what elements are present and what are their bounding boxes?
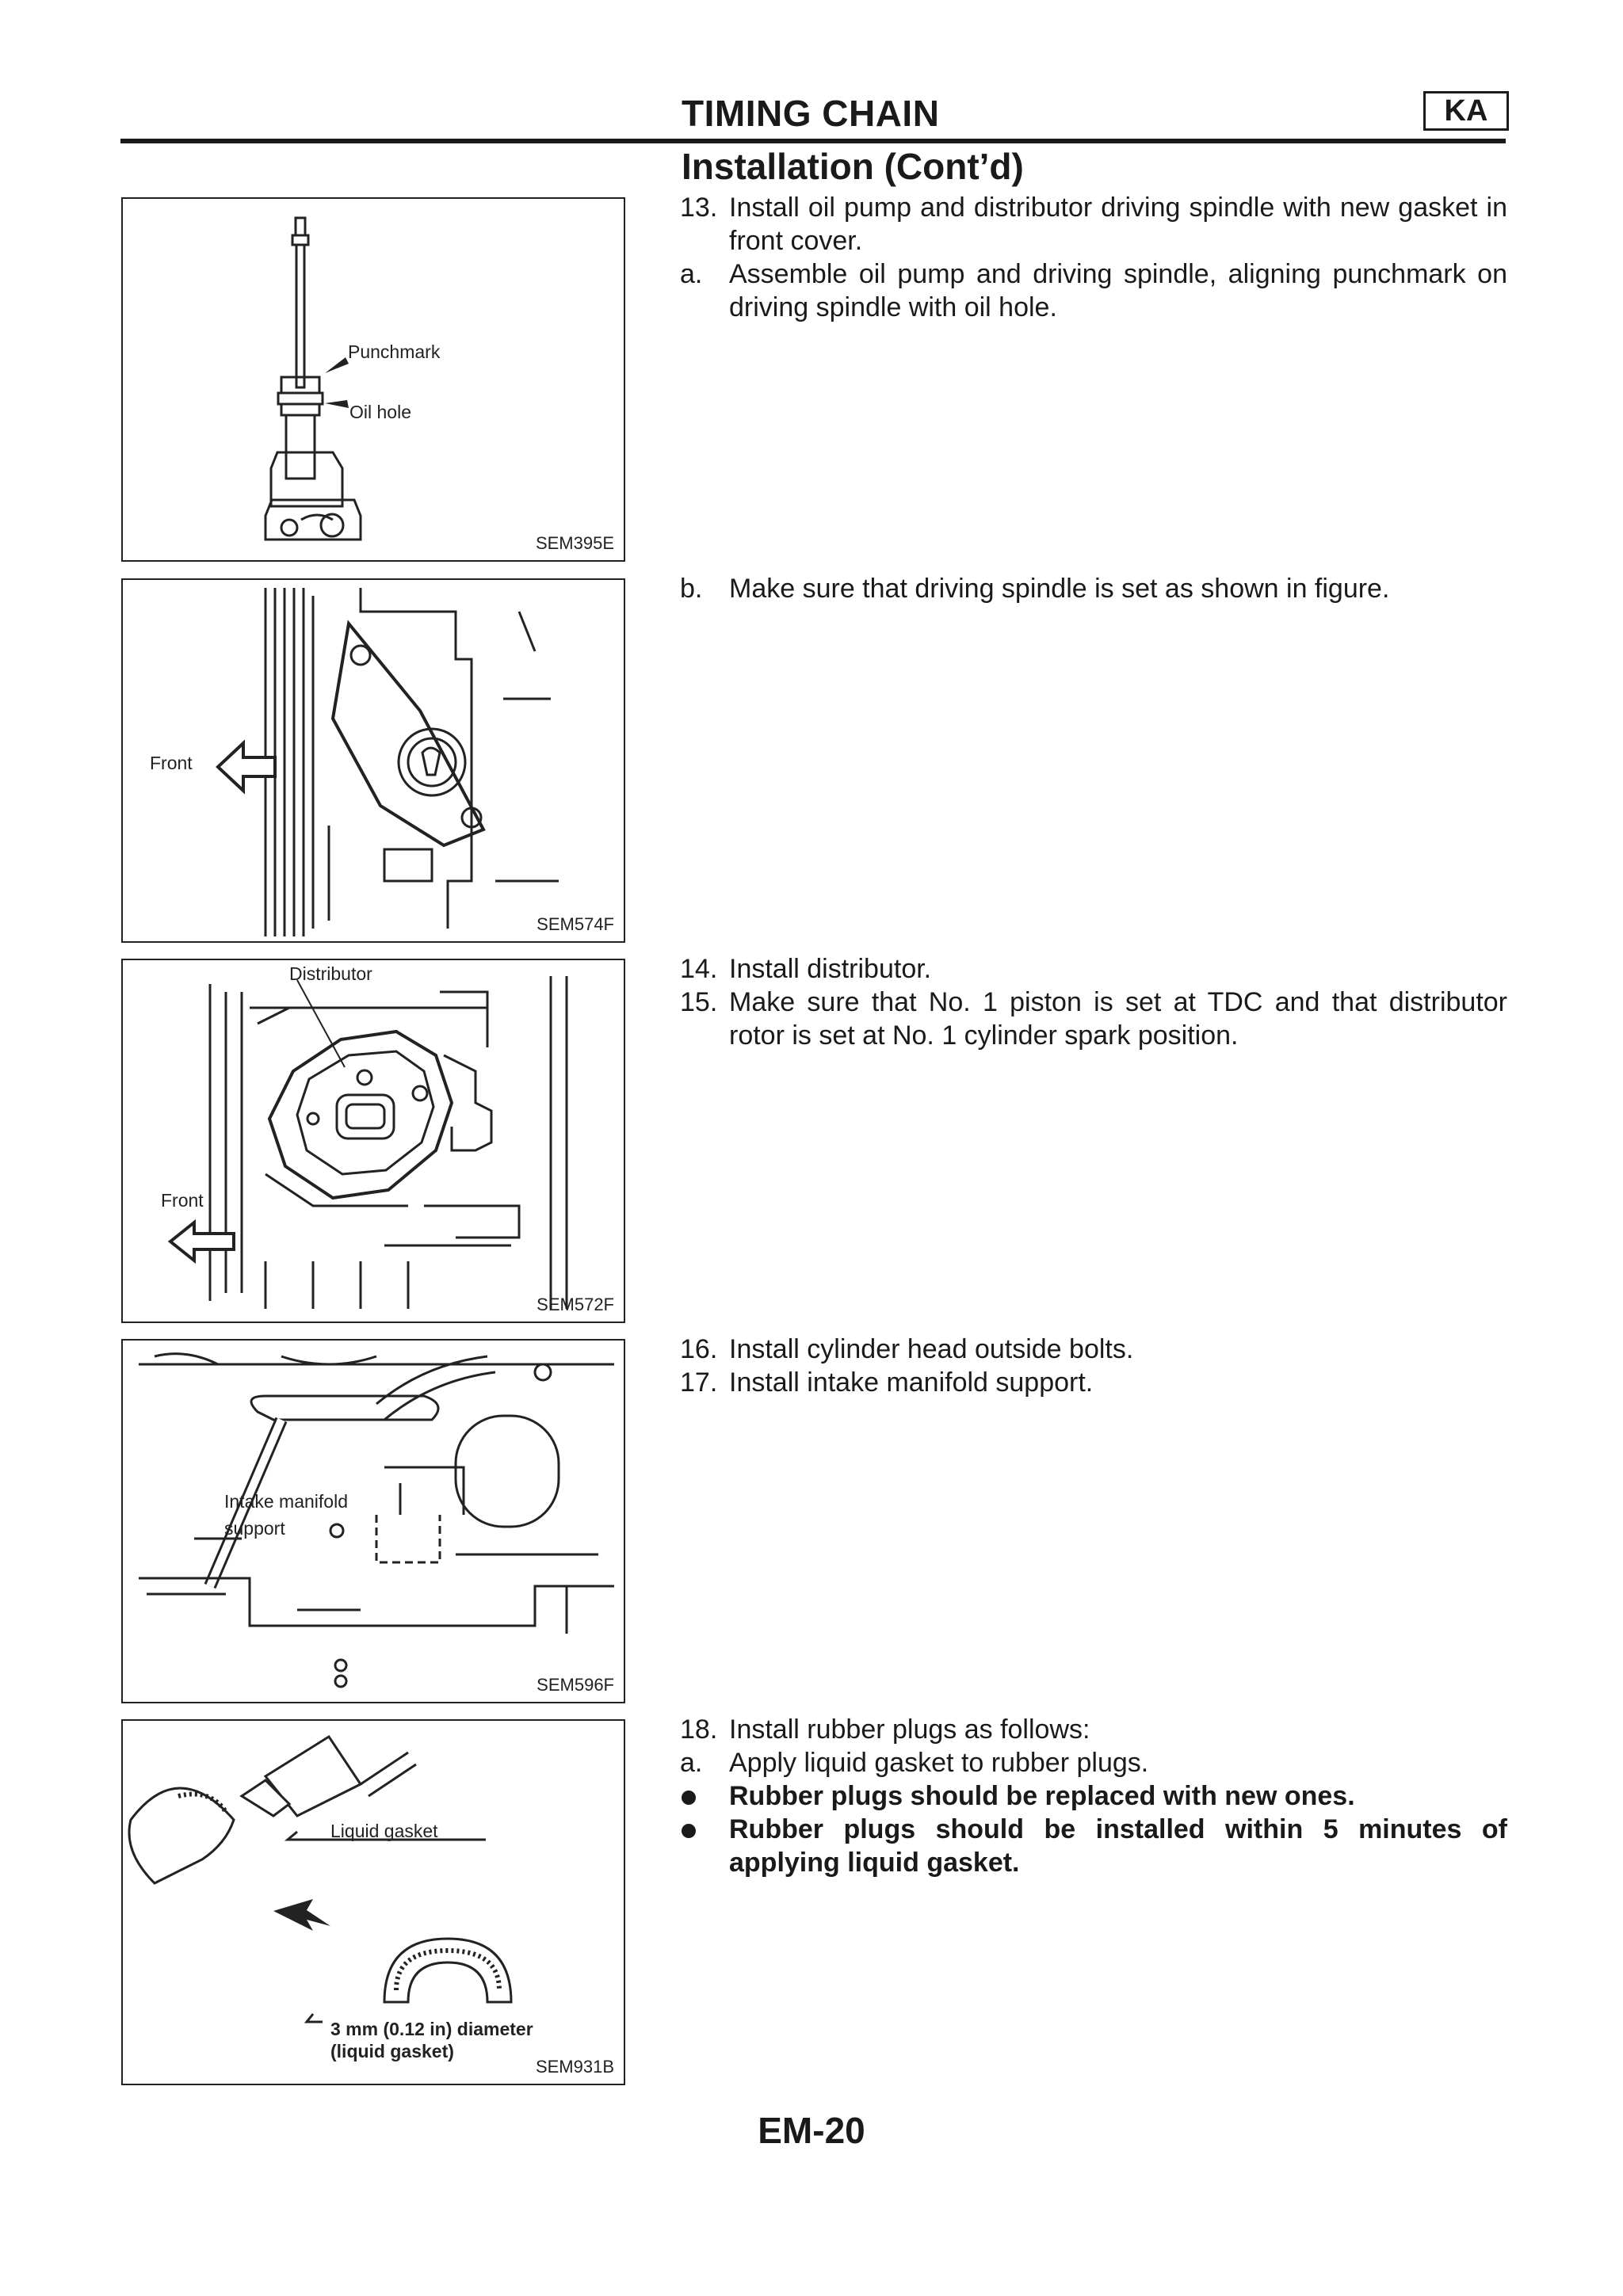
label-bead-diameter: 3 mm (0.12 in) diameter	[330, 2019, 533, 2039]
step-13	[680, 191, 1507, 257]
step-number: 15.	[680, 987, 718, 1017]
steps-18	[680, 1713, 1507, 1879]
figure-oil-pump-spindle	[121, 197, 625, 562]
step-13b	[680, 572, 1507, 605]
step-number: a.	[680, 259, 703, 289]
step-18	[680, 1713, 1507, 1746]
figure-code: SEM572F	[537, 1295, 614, 1314]
figure-code: SEM596F	[537, 1675, 614, 1695]
step-text: Install rubber plugs as follows:	[729, 1714, 1090, 1745]
step-14	[680, 952, 1507, 986]
figure-code: SEM574F	[537, 914, 614, 934]
figure-rubber-plugs	[121, 1719, 625, 2085]
steps-13b	[680, 572, 1507, 605]
section-title: TIMING CHAIN	[682, 93, 940, 134]
step-number: 18.	[680, 1714, 718, 1745]
steps-14-15	[680, 952, 1507, 1052]
step-text: Make sure that driving spindle is set as shown in figure.	[729, 574, 1390, 604]
step-17	[680, 1366, 1507, 1399]
step-number: 17.	[680, 1367, 718, 1398]
label-intake-manifold: Intake manifold	[224, 1491, 348, 1512]
label-bead-note: (liquid gasket)	[330, 2041, 454, 2061]
figure-code: SEM931B	[535, 2057, 614, 2077]
model-badge: KA	[1423, 91, 1509, 131]
step-number: 13.	[680, 193, 718, 223]
label-punchmark: Punchmark	[348, 341, 441, 362]
step-text: Install cylinder head outside bolts.	[729, 1334, 1134, 1364]
step-text: Install oil pump and distributor driving spindle with new gasket in front cover.	[729, 193, 1507, 256]
step-number: 14.	[680, 954, 718, 984]
figure-intake-manifold-support	[121, 1339, 625, 1703]
step-16	[680, 1333, 1507, 1366]
step-text: Install distributor.	[729, 954, 932, 984]
header-rule	[120, 139, 1506, 143]
label-front: Front	[161, 1190, 204, 1211]
label-distributor: Distributor	[289, 963, 372, 984]
step-text: Apply liquid gasket to rubber plugs.	[729, 1748, 1149, 1778]
figure-code: SEM395E	[535, 533, 614, 553]
figure-spindle-position	[121, 578, 625, 943]
step-number: b.	[680, 574, 703, 604]
steps-16-17	[680, 1333, 1507, 1399]
label-support: support	[224, 1518, 285, 1539]
label-oil-hole: Oil hole	[349, 402, 411, 422]
step-13a	[680, 257, 1507, 324]
label-liquid-gasket: Liquid gasket	[330, 1821, 438, 1841]
step-text: Assemble oil pump and driving spindle, aligning punchmark on driving spindle with oil hole.	[729, 259, 1507, 322]
step-number: 16.	[680, 1334, 718, 1364]
step-text: Make sure that No. 1 piston is set at TDC and that distributor rotor is set at No. 1 cylinder spark position.	[729, 987, 1507, 1051]
label-front: Front	[150, 753, 193, 773]
intake-manifold-illustration	[123, 1341, 625, 1703]
distributor-illustration	[123, 960, 625, 1323]
step-18-bullet-1	[680, 1779, 1507, 1813]
bullet-icon	[682, 1824, 696, 1838]
step-text: Rubber plugs should be installed within 5 minutes of applying liquid gasket.	[729, 1814, 1507, 1878]
section-subtitle: Installation (Cont’d)	[682, 146, 1024, 187]
page-number: EM-20	[758, 2110, 865, 2151]
step-text: Install intake manifold support.	[729, 1367, 1094, 1398]
step-number: a.	[680, 1748, 703, 1778]
bullet-icon	[682, 1791, 696, 1805]
step-18-bullet-2	[680, 1813, 1507, 1879]
oil-pump-illustration	[123, 199, 625, 562]
spindle-position-illustration	[123, 580, 625, 943]
figure-distributor	[121, 959, 625, 1323]
step-15	[680, 986, 1507, 1052]
steps-13	[680, 191, 1507, 324]
step-18a	[680, 1746, 1507, 1779]
step-text: Rubber plugs should be replaced with new ones.	[729, 1781, 1355, 1811]
